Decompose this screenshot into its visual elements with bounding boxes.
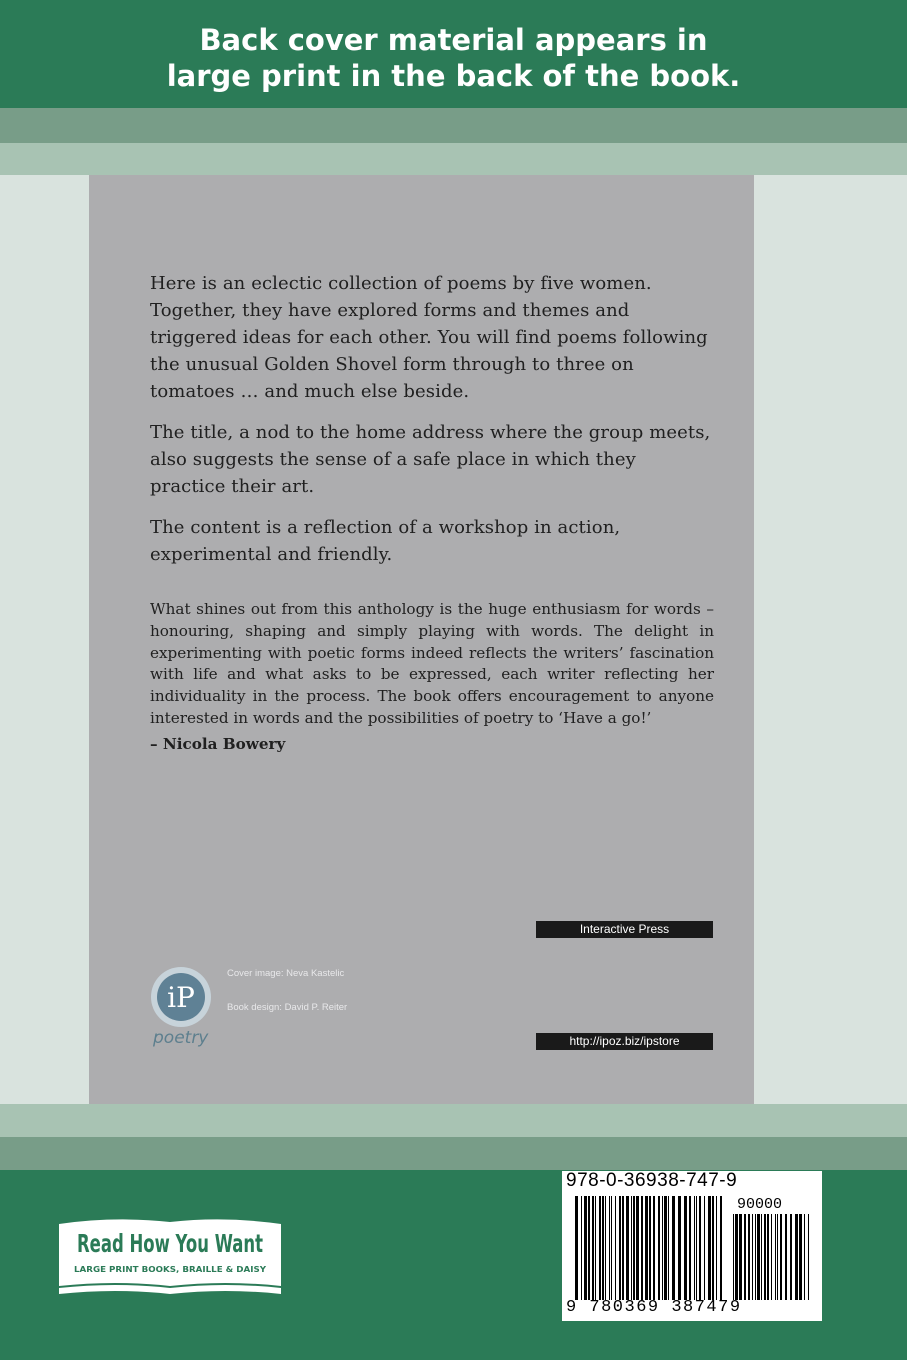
- price-code: 90000: [737, 1196, 783, 1213]
- barcode-bar: [764, 1214, 766, 1300]
- cover-image-credit: Cover image: Neva Kastelic: [227, 968, 345, 979]
- barcode-bar: [767, 1214, 769, 1300]
- barcode-bar: [780, 1214, 782, 1300]
- barcode-bar: [735, 1214, 738, 1300]
- publisher-name: Interactive Press: [536, 921, 713, 938]
- barcode-digits: 9 780369 387479: [566, 1298, 742, 1317]
- isbn-number: 978-0-36938-747-9: [566, 1170, 738, 1191]
- ean-barcode: [575, 1196, 725, 1300]
- barcode-bar: [748, 1214, 750, 1300]
- barcode-bar: [581, 1196, 582, 1300]
- ip-logo-letters: iP: [167, 981, 195, 1014]
- top-banner: [0, 0, 907, 108]
- barcode-bar: [592, 1196, 594, 1300]
- barcode-bar: [622, 1196, 624, 1300]
- barcode-bar: [777, 1214, 778, 1300]
- barcode-bar: [775, 1214, 776, 1300]
- ip-logo-icon: [149, 966, 217, 1028]
- barcode-bar: [605, 1196, 606, 1300]
- publisher-url[interactable]: http://ipoz.biz/ipstore: [536, 1033, 713, 1050]
- top-dark-band: [0, 108, 907, 143]
- barcode-bar: [696, 1196, 697, 1300]
- description-paragraph: The content is a reflection of a workshop in action, experimental and friendly.: [150, 517, 621, 565]
- barcode-bar: [615, 1196, 616, 1300]
- barcode-bar: [733, 1214, 734, 1300]
- barcode-bar: [668, 1196, 669, 1300]
- barcode-bar: [664, 1196, 667, 1300]
- barcode-bar: [785, 1214, 787, 1300]
- barcode-bar: [808, 1214, 809, 1300]
- barcode-bar: [588, 1196, 590, 1300]
- barcode-bar: [609, 1196, 610, 1300]
- endorsement-quote: What shines out from this anthology is the huge enthusiasm for words – honouring, shaping and simply playing with words. The delight in experimenting with poetic forms indeed reflects the writers’ fascination with life and what asks to be expressed, each writer reflecting her individuality in the process. The book offers encouragement to anyone interested in words and the possibilities of poetry to ‘Have a go!’: [150, 600, 714, 727]
- barcode-bar: [653, 1196, 655, 1300]
- book-design-credit: Book design: David P. Reiter: [227, 1002, 348, 1013]
- barcode-bar: [584, 1196, 587, 1300]
- barcode-bar: [611, 1196, 612, 1300]
- barcode-bar: [716, 1196, 717, 1300]
- top-light-band: [0, 143, 907, 175]
- barcode-bar: [755, 1214, 756, 1300]
- barcode-bar: [795, 1214, 798, 1300]
- barcode-bar: [704, 1196, 705, 1300]
- imprint-label: poetry: [153, 1028, 209, 1048]
- rhyw-logo-name: Read How You Want: [77, 1229, 264, 1258]
- barcode-bar: [631, 1196, 632, 1300]
- barcode-bar: [699, 1196, 701, 1300]
- barcode-bar: [658, 1196, 660, 1300]
- bottom-dark-band: [0, 1137, 907, 1170]
- banner-line-2: large print in the back of the book.: [166, 59, 741, 93]
- addon-barcode: [733, 1214, 811, 1300]
- barcode-bar: [684, 1196, 687, 1300]
- barcode-bar: [595, 1196, 596, 1300]
- barcode-bar: [799, 1214, 802, 1300]
- barcode-bar: [720, 1196, 722, 1300]
- barcode-bar: [645, 1196, 648, 1300]
- barcode-bar: [678, 1196, 681, 1300]
- barcode-bar: [672, 1196, 675, 1300]
- barcode-bar: [649, 1196, 651, 1300]
- barcode-bar: [752, 1214, 753, 1300]
- description-paragraph: Here is an eclectic collection of poems by five women. Together, they have explored forms and themes and triggered ideas for each other. You will find poems following the unusual Golden Shovel form through to three on tomatoes … and much else beside.: [150, 273, 708, 402]
- bottom-light-band: [0, 1104, 907, 1137]
- barcode-bar: [575, 1196, 578, 1300]
- read-how-you-want-logo: [55, 1214, 285, 1300]
- barcode-bar: [744, 1214, 746, 1300]
- barcode-bar: [662, 1196, 663, 1300]
- barcode-bar: [599, 1196, 601, 1300]
- banner-line-1: Back cover material appears in: [199, 23, 708, 57]
- barcode-bar: [761, 1214, 762, 1300]
- barcode-bar: [804, 1214, 805, 1300]
- barcode-bar: [689, 1196, 691, 1300]
- barcode-bar: [739, 1214, 742, 1300]
- barcode-bar: [626, 1196, 629, 1300]
- barcode-bar: [790, 1214, 792, 1300]
- barcode-bar: [712, 1196, 714, 1300]
- barcode-bar: [636, 1196, 639, 1300]
- barcode-bar: [708, 1196, 711, 1300]
- barcode-bar: [633, 1196, 635, 1300]
- barcode-bar: [641, 1196, 643, 1300]
- barcode-bar: [602, 1196, 604, 1300]
- barcode-bar: [771, 1214, 772, 1300]
- barcode-bar: [694, 1196, 695, 1300]
- barcode-bar: [757, 1214, 760, 1300]
- rhyw-logo-tagline: LARGE PRINT BOOKS, BRAILLE & DAISY: [74, 1265, 267, 1274]
- endorsement-author: – Nicola Bowery: [150, 735, 286, 753]
- description-paragraph: The title, a nod to the home address where the group meets, also suggests the sense of a safe place in which they practice their art.: [150, 422, 711, 497]
- barcode-bar: [619, 1196, 621, 1300]
